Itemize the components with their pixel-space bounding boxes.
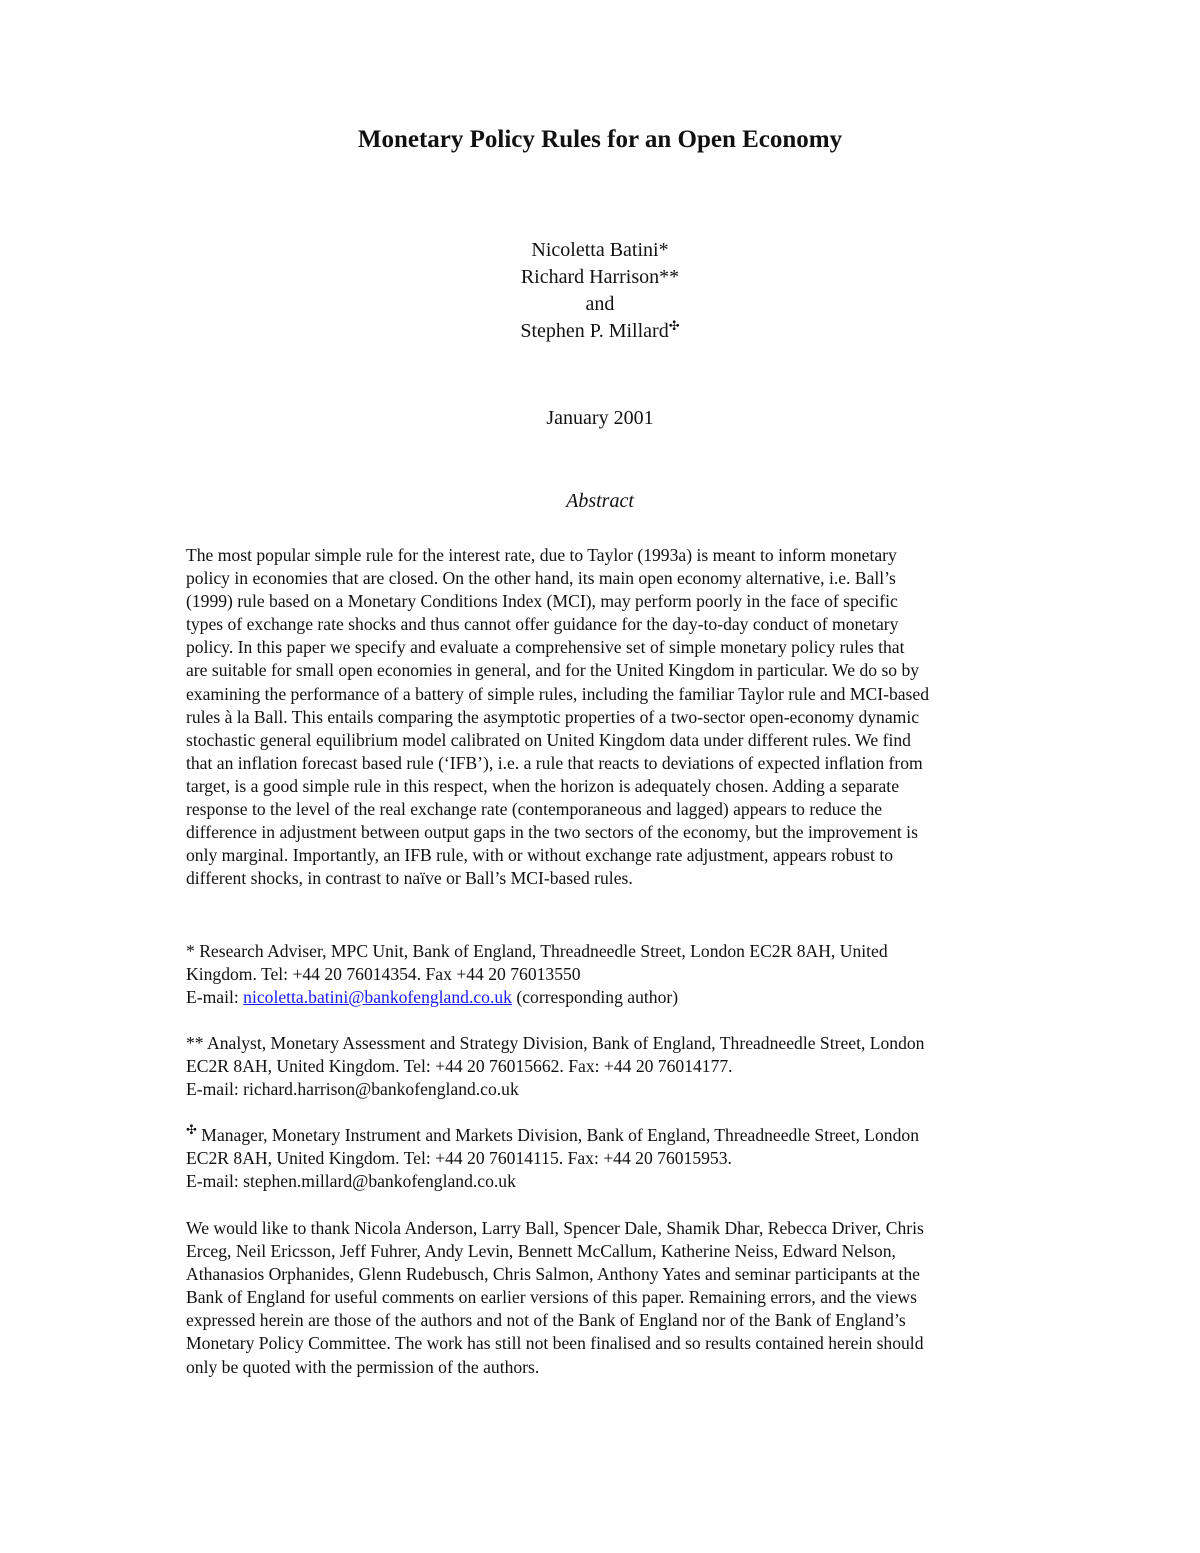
footnote-line bbox=[186, 1124, 1018, 1147]
footnote-batini bbox=[186, 940, 1018, 1009]
ack-line: We would like to thank Nicola Anderson, Larry Ball, Spencer Dale, Shamik Dhar, Rebecca Driver, Chris bbox=[186, 1218, 924, 1238]
abstract-line: target, is a good simple rule in this respect, when the horizon is adequately chosen. Adding a separate bbox=[186, 775, 900, 796]
abstract-line: only marginal. Importantly, an IFB rule, with or without exchange rate adjustment, appears robust to bbox=[186, 845, 894, 866]
author-block bbox=[0, 237, 1200, 345]
abstract-line: policy in economies that are closed. On the other hand, its main open economy alternative, i.e. Ball’s bbox=[186, 568, 896, 589]
ack-line: Monetary Policy Committee. The work has still not been finalised and so results contained herein should bbox=[186, 1333, 924, 1354]
footnote-line: E-mail: stephen.millard@bankofengland.co.uk bbox=[186, 1171, 516, 1192]
acknowledgements bbox=[186, 1217, 1018, 1379]
four-point-star-icon: ✣ bbox=[668, 318, 680, 333]
ack-line: Bank of England for useful comments on earlier versions of this paper. Remaining errors, and the views bbox=[186, 1287, 917, 1308]
abstract-line: stochastic general equilibrium model calibrated on United Kingdom data under different rules. We find bbox=[186, 729, 911, 750]
footnote-line: E-mail: richard.harrison@bankofengland.co.uk bbox=[186, 1079, 519, 1100]
footnote-line: ** Analyst, Monetary Assessment and Strategy Division, Bank of England, Threadneedle Street, London bbox=[186, 1033, 925, 1053]
abstract-line: (1999) rule based on a Monetary Conditions Index (MCI), may perform poorly in the face of specific bbox=[186, 591, 898, 612]
abstract-line: response to the level of the real exchange rate (contemporaneous and lagged) appears to reduce the bbox=[186, 799, 883, 820]
footnote-line: * Research Adviser, MPC Unit, Bank of England, Threadneedle Street, London EC2R 8AH, United bbox=[186, 941, 888, 961]
abstract-line: The most popular simple rule for the interest rate, due to Taylor (1993a) is meant to inform monetary bbox=[186, 545, 897, 565]
footnote-line: EC2R 8AH, United Kingdom. Tel: +44 20 76014115. Fax: +44 20 76015953. bbox=[186, 1148, 732, 1169]
ack-line: Erceg, Neil Ericsson, Jeff Fuhrer, Andy Levin, Bennett McCallum, Katherine Neiss, Edward Nelson, bbox=[186, 1241, 896, 1262]
four-point-star-icon: ✣ bbox=[186, 1122, 197, 1137]
ack-line: only be quoted with the permission of the authors. bbox=[186, 1356, 540, 1377]
abstract-body bbox=[186, 544, 1018, 890]
email-link-batini[interactable]: nicoletta.batini@bankofengland.co.uk bbox=[243, 987, 512, 1008]
email-note: (corresponding author) bbox=[511, 987, 679, 1008]
footnote-millard bbox=[186, 1124, 1018, 1193]
abstract-line: types of exchange rate shocks and thus cannot offer guidance for the day-to-day conduct of monetary bbox=[186, 614, 899, 635]
author-millard: Stephen P. Millard bbox=[520, 320, 669, 342]
abstract-line: rules à la Ball. This entails comparing the asymptotic properties of a two-sector open-economy dynamic bbox=[186, 706, 920, 727]
abstract-line: different shocks, in contrast to naïve or Ball’s MCI-based rules. bbox=[186, 868, 633, 889]
author-harrison: Richard Harrison** bbox=[520, 266, 680, 288]
paper-title: Monetary Policy Rules for an Open Economy bbox=[357, 126, 843, 153]
footnote-email-line bbox=[186, 986, 1018, 1009]
abstract-line: that an inflation forecast based rule (‘IFB’), i.e. a rule that reacts to deviations of expected inflation from bbox=[186, 752, 923, 773]
footnote-text: Manager, Monetary Instrument and Markets Division, Bank of England, Threadneedle Street, London bbox=[196, 1125, 919, 1145]
abstract-line: policy. In this paper we specify and evaluate a comprehensive set of simple monetary policy rules that bbox=[186, 637, 905, 658]
author-conjunction: and bbox=[585, 293, 615, 315]
paper-date: January 2001 bbox=[546, 407, 654, 429]
abstract-heading: Abstract bbox=[566, 490, 634, 512]
ack-line: Athanasios Orphanides, Glenn Rudebusch, Chris Salmon, Anthony Yates and seminar participants at the bbox=[186, 1264, 920, 1285]
footnote-line: Kingdom. Tel: +44 20 76014354. Fax +44 20 76013550 bbox=[186, 964, 581, 985]
footnote-line: EC2R 8AH, United Kingdom. Tel: +44 20 76015662. Fax: +44 20 76014177. bbox=[186, 1056, 733, 1077]
abstract-line: are suitable for small open economies in general, and for the United Kingdom in particular. We do so by bbox=[186, 660, 920, 681]
author-millard-line bbox=[0, 318, 1200, 345]
footnote-harrison bbox=[186, 1032, 1018, 1101]
abstract-line: examining the performance of a battery of simple rules, including the familiar Taylor rule and MCI-based bbox=[186, 683, 930, 704]
email-label: E-mail: bbox=[186, 987, 244, 1008]
author-batini: Nicoletta Batini* bbox=[531, 239, 669, 261]
abstract-line: difference in adjustment between output gaps in the two sectors of the economy, but the improvement is bbox=[186, 822, 918, 843]
ack-line: expressed herein are those of the authors and not of the Bank of England nor of the Bank of England’s bbox=[186, 1310, 906, 1331]
